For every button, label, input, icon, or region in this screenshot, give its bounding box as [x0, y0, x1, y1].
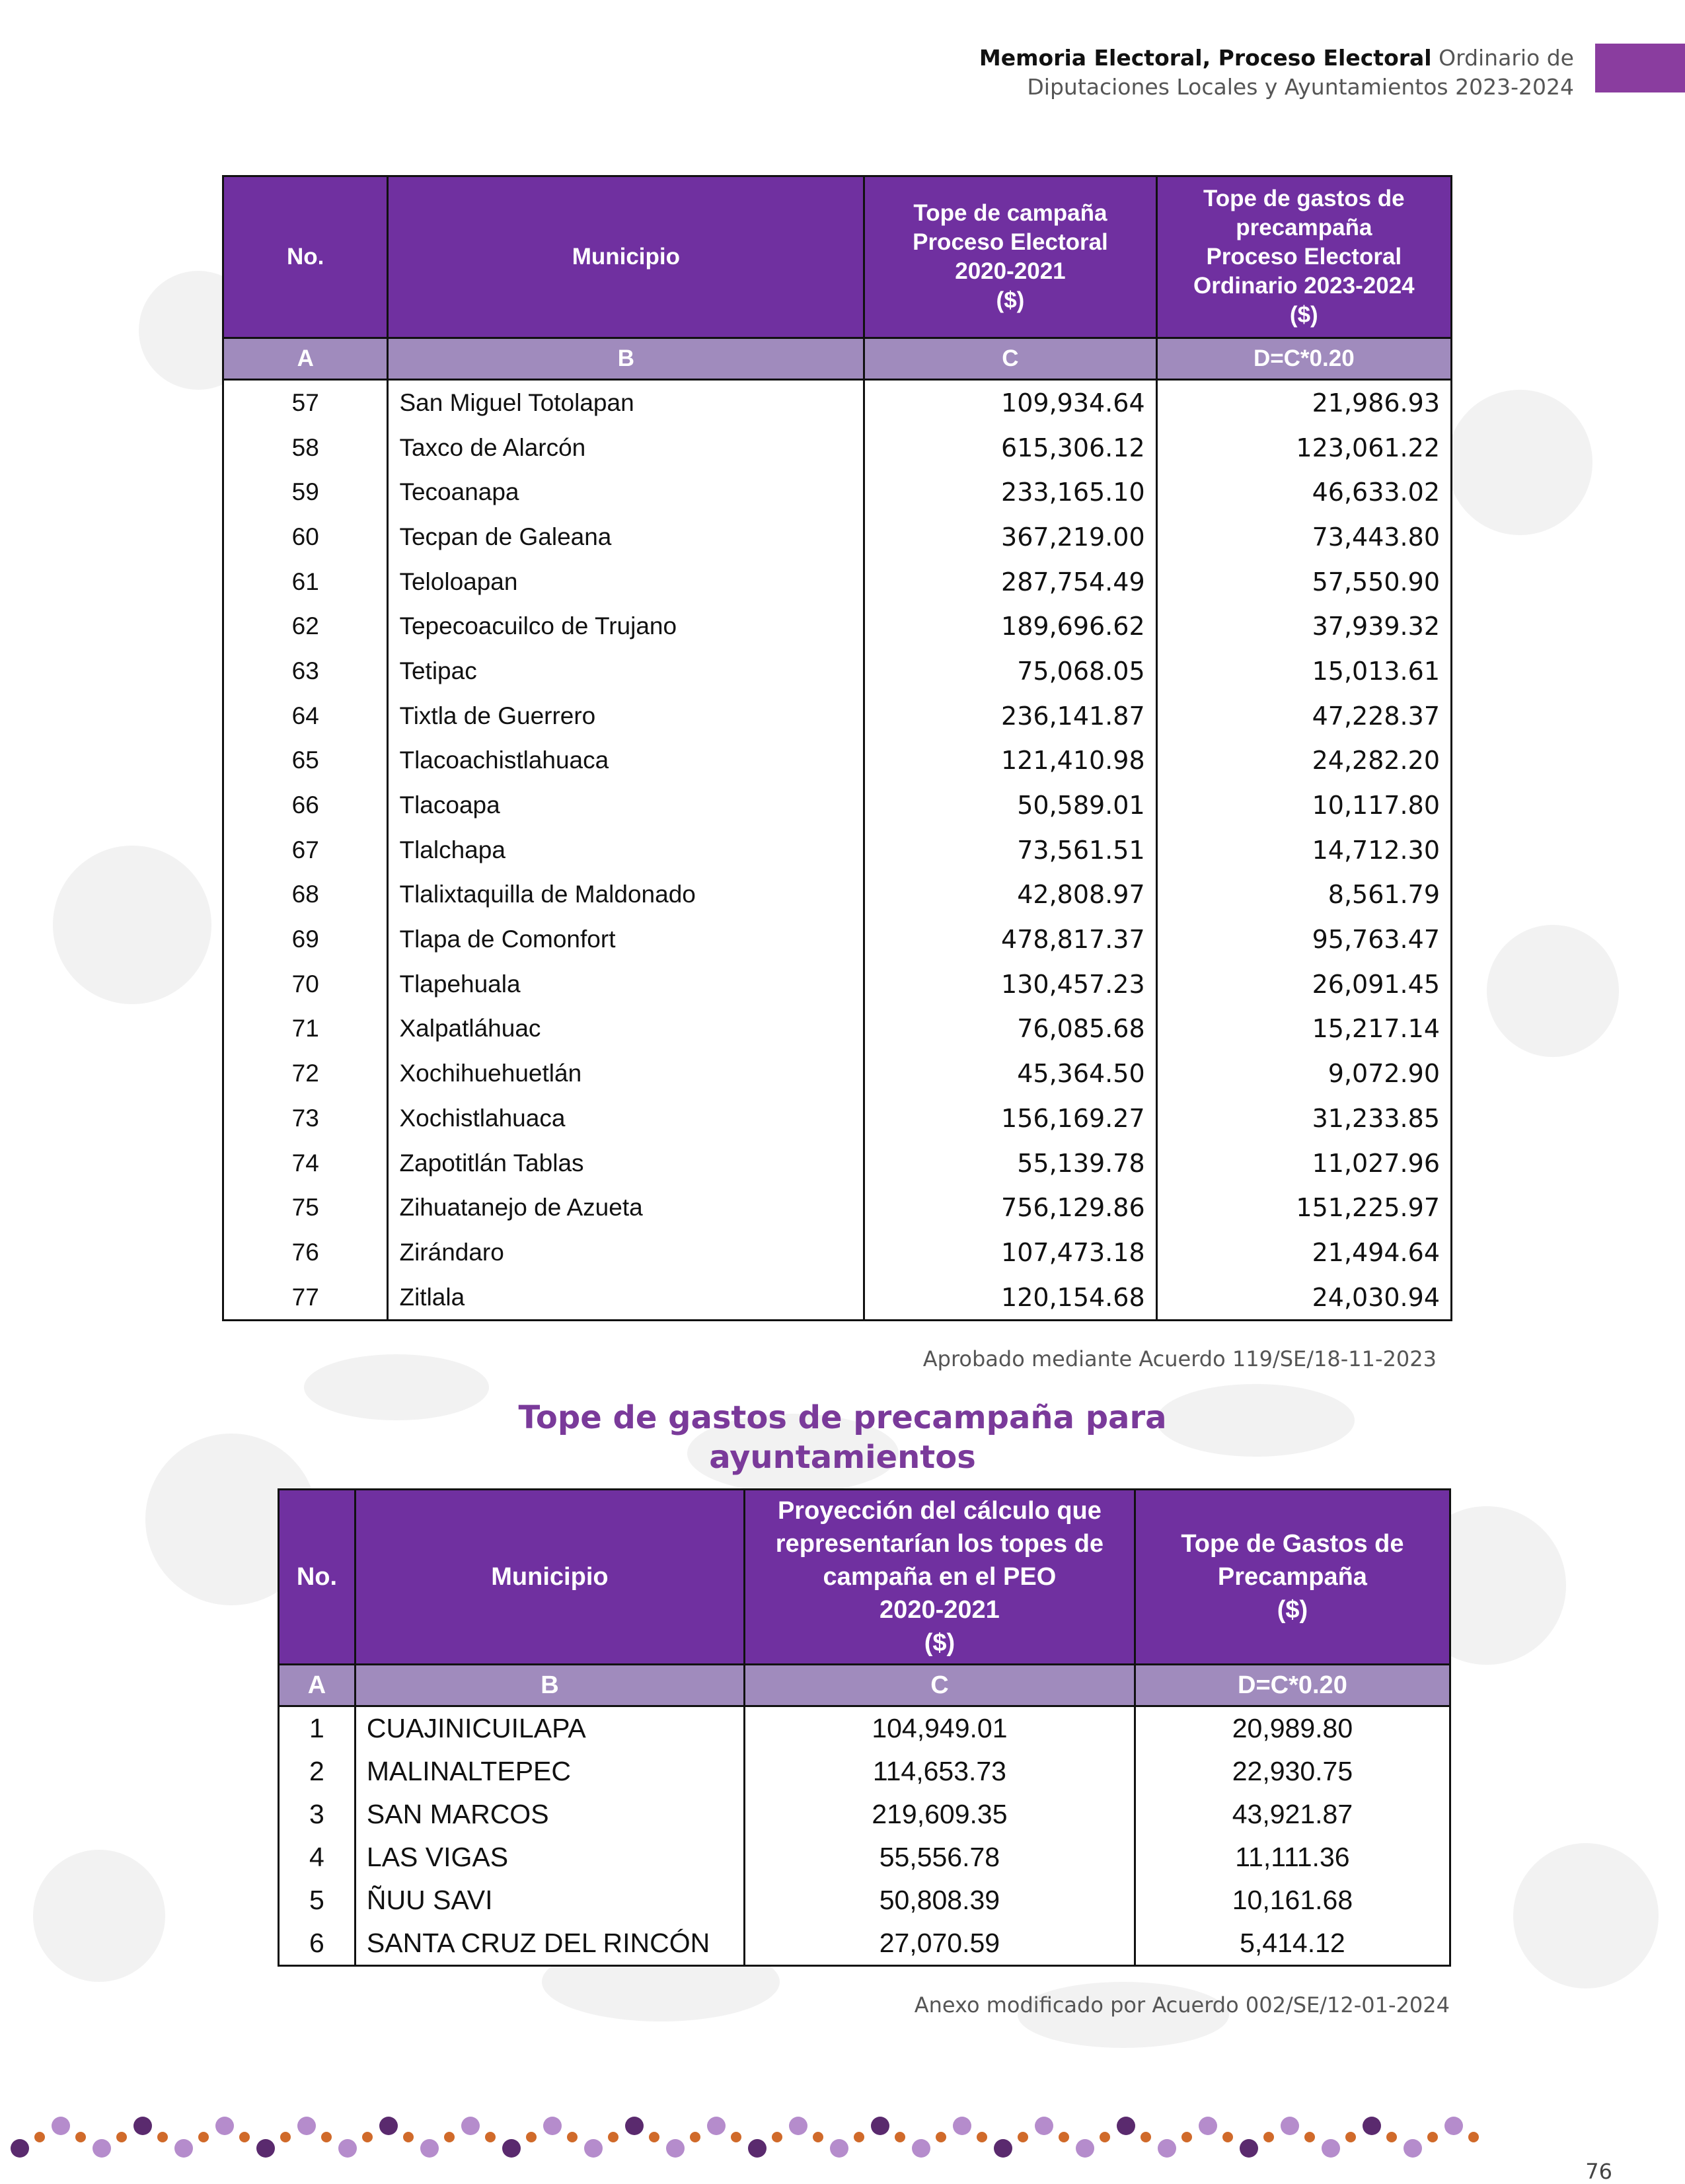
embroidery-flower-motif	[215, 2117, 234, 2135]
embroidery-dot-motif	[485, 2132, 496, 2142]
embroidery-dot-motif	[75, 2132, 86, 2142]
cell-no: 1	[279, 1706, 356, 1751]
embroidery-dot-motif	[280, 2132, 291, 2142]
cell-value-d: 31,233.85	[1156, 1096, 1451, 1141]
table-header-row	[223, 176, 1452, 338]
cell-no: 6	[279, 1922, 356, 1966]
cell-municipio: Tlalixtaquilla de Maldonado	[388, 873, 864, 918]
embroidery-flower-motif	[1322, 2139, 1340, 2158]
column-header-municipio: Municipio	[388, 176, 864, 338]
cell-value-c: 615,306.12	[864, 425, 1156, 470]
embroidery-dot-motif	[977, 2132, 987, 2142]
cell-municipio: Tecpan de Galeana	[388, 515, 864, 560]
cell-municipio: Tlacoapa	[388, 783, 864, 828]
embroidery-flower-motif	[871, 2117, 889, 2135]
embroidery-flower-motif	[1117, 2117, 1135, 2135]
cell-value-d: 26,091.45	[1156, 962, 1451, 1007]
cell-municipio: SAN MARCOS	[355, 1793, 744, 1836]
cell-no: 69	[223, 917, 388, 962]
cell-value-c: 45,364.50	[864, 1051, 1156, 1096]
cell-value-c: 756,129.86	[864, 1185, 1156, 1230]
embroidery-flower-motif	[1281, 2117, 1299, 2135]
embroidery-flower-motif	[543, 2117, 562, 2135]
cell-value-c: 114,653.73	[744, 1750, 1135, 1793]
cell-value-d: 20,989.80	[1135, 1706, 1450, 1751]
cell-value-d: 73,443.80	[1156, 515, 1451, 560]
embroidery-flower-motif	[1240, 2139, 1258, 2158]
embroidery-flower-motif	[584, 2139, 603, 2158]
cell-value-c: 55,556.78	[744, 1836, 1135, 1879]
cell-no: 66	[223, 783, 388, 828]
embroidery-dot-motif	[1222, 2132, 1233, 2142]
cell-municipio: Zitlala	[388, 1275, 864, 1321]
cell-value-c: 156,169.27	[864, 1096, 1156, 1141]
cell-value-d: 57,550.90	[1156, 560, 1451, 604]
cell-value-d: 21,494.64	[1156, 1230, 1451, 1275]
page-header	[979, 44, 1574, 102]
cell-no: 2	[279, 1750, 356, 1793]
table-row	[223, 917, 1452, 962]
embroidery-dot-motif	[1181, 2132, 1192, 2142]
embroidery-dot-motif	[1018, 2132, 1028, 2142]
cell-municipio: Tepecoacuilco de Trujano	[388, 604, 864, 649]
cell-no: 67	[223, 828, 388, 873]
cell-value-c: 120,154.68	[864, 1275, 1156, 1321]
cell-value-c: 130,457.23	[864, 962, 1156, 1007]
cell-value-c: 27,070.59	[744, 1922, 1135, 1966]
cell-municipio: Tlapa de Comonfort	[388, 917, 864, 962]
embroidery-dot-motif	[895, 2132, 905, 2142]
embroidery-dot-motif	[1263, 2132, 1274, 2142]
cell-municipio: MALINALTEPEC	[355, 1750, 744, 1793]
table-row	[223, 560, 1452, 604]
table-row	[223, 694, 1452, 739]
embroidery-dot-motif	[690, 2132, 700, 2142]
embroidery-dot-motif	[1345, 2132, 1356, 2142]
header-subtitle: Diputaciones Locales y Ayuntamientos 2023-2024	[1027, 74, 1574, 100]
cell-value-c: 76,085.68	[864, 1007, 1156, 1052]
embroidery-dot-motif	[526, 2132, 537, 2142]
embroidery-dot-motif	[1386, 2132, 1397, 2142]
embroidery-flower-motif	[666, 2139, 685, 2158]
table-row	[223, 739, 1452, 783]
embroidery-dot-motif	[813, 2132, 823, 2142]
cell-value-c: 73,561.51	[864, 828, 1156, 873]
cell-value-c: 236,141.87	[864, 694, 1156, 739]
embroidery-flower-motif	[297, 2117, 316, 2135]
cell-no: 64	[223, 694, 388, 739]
cell-value-c: 367,219.00	[864, 515, 1156, 560]
cell-municipio: Tecoanapa	[388, 470, 864, 515]
embroidery-flower-motif	[93, 2139, 111, 2158]
column-letter: A	[279, 1665, 356, 1706]
section-title: Tope de gastos de precampaña para ayuntamientos	[518, 1399, 1167, 1476]
embroidery-dot-motif	[321, 2132, 332, 2142]
annex-note: Anexo modificado por Acuerdo 002/SE/12-01-2024	[914, 1992, 1450, 2018]
table-row	[279, 1793, 1450, 1836]
cell-value-d: 123,061.22	[1156, 425, 1451, 470]
embroidery-dot-motif	[567, 2132, 578, 2142]
embroidery-flower-motif	[994, 2139, 1012, 2158]
table-row	[223, 1096, 1452, 1141]
cell-municipio: Zihuatanejo de Azueta	[388, 1185, 864, 1230]
embroidery-dot-motif	[1468, 2132, 1479, 2142]
table-row	[223, 515, 1452, 560]
table-row	[223, 1051, 1452, 1096]
cell-value-d: 15,013.61	[1156, 649, 1451, 694]
cell-no: 73	[223, 1096, 388, 1141]
cell-municipio: Xochihuehuetlán	[388, 1051, 864, 1096]
cell-no: 57	[223, 380, 388, 425]
column-header-proyeccion: Proyección del cálculo que representarían los topes de campaña en el PEO 2020-2021 ($)	[744, 1490, 1135, 1665]
embroidery-flower-motif	[133, 2117, 152, 2135]
cell-no: 71	[223, 1007, 388, 1052]
embroidery-flower-motif	[420, 2139, 439, 2158]
embroidery-flower-motif	[953, 2117, 971, 2135]
embroidery-flower-motif	[174, 2139, 193, 2158]
cell-no: 65	[223, 739, 388, 783]
table-row	[223, 604, 1452, 649]
cell-value-c: 219,609.35	[744, 1793, 1135, 1836]
cell-no: 74	[223, 1141, 388, 1186]
embroidery-flower-motif	[52, 2117, 70, 2135]
cell-no: 4	[279, 1836, 356, 1879]
table-row	[223, 425, 1452, 470]
cell-no: 61	[223, 560, 388, 604]
cell-no: 3	[279, 1793, 356, 1836]
embroidery-dot-motif	[444, 2132, 455, 2142]
column-header-tope-precampana: Tope de gastos de precampaña Proceso Electoral Ordinario 2023-2024 ($)	[1156, 176, 1451, 338]
embroidery-flower-motif	[625, 2117, 644, 2135]
embroidery-dot-motif	[854, 2132, 864, 2142]
cell-no: 72	[223, 1051, 388, 1096]
embroidery-flower-motif	[379, 2117, 398, 2135]
table-row	[223, 962, 1452, 1007]
cell-value-c: 104,949.01	[744, 1706, 1135, 1751]
cell-value-d: 5,414.12	[1135, 1922, 1450, 1966]
table-header-row	[279, 1490, 1450, 1665]
approval-note: Aprobado mediante Acuerdo 119/SE/18-11-2023	[922, 1346, 1437, 1371]
cell-value-c: 189,696.62	[864, 604, 1156, 649]
cell-value-d: 11,111.36	[1135, 1836, 1450, 1879]
column-header-tope-campana: Tope de campaña Proceso Electoral 2020-2021 ($)	[864, 176, 1156, 338]
cell-value-c: 75,068.05	[864, 649, 1156, 694]
cell-value-d: 47,228.37	[1156, 694, 1451, 739]
cell-no: 70	[223, 962, 388, 1007]
embroidery-dot-motif	[1059, 2132, 1069, 2142]
cell-no: 63	[223, 649, 388, 694]
column-letter-row	[223, 338, 1452, 380]
cell-municipio: ÑUU SAVI	[355, 1879, 744, 1922]
embroidery-flower-motif	[338, 2139, 357, 2158]
cell-municipio: LAS VIGAS	[355, 1836, 744, 1879]
column-letter: C	[864, 338, 1156, 380]
embroidery-dot-motif	[1100, 2132, 1110, 2142]
table-row	[223, 1141, 1452, 1186]
precampaign-expense-table	[278, 1488, 1451, 1967]
embroidery-dot-motif	[157, 2132, 168, 2142]
table-row	[223, 1185, 1452, 1230]
cell-value-d: 24,282.20	[1156, 739, 1451, 783]
table-row	[223, 470, 1452, 515]
embroidery-flower-motif	[1363, 2117, 1381, 2135]
embroidery-flower-motif	[1444, 2117, 1463, 2135]
cell-municipio: Tlapehuala	[388, 962, 864, 1007]
cell-value-d: 37,939.32	[1156, 604, 1451, 649]
embroidery-dot-motif	[239, 2132, 250, 2142]
cell-value-c: 121,410.98	[864, 739, 1156, 783]
cell-municipio: Tetipac	[388, 649, 864, 694]
column-letter: A	[223, 338, 388, 380]
cell-municipio: Taxco de Alarcón	[388, 425, 864, 470]
campaign-expense-table	[222, 175, 1452, 1321]
table-row	[279, 1836, 1450, 1879]
cell-value-d: 14,712.30	[1156, 828, 1451, 873]
cell-no: 68	[223, 873, 388, 918]
embroidery-dot-motif	[608, 2132, 618, 2142]
cell-value-d: 95,763.47	[1156, 917, 1451, 962]
column-letter: D=C*0.20	[1135, 1665, 1450, 1706]
table-row	[279, 1879, 1450, 1922]
column-letter: B	[355, 1665, 744, 1706]
cell-value-c: 287,754.49	[864, 560, 1156, 604]
cell-value-c: 107,473.18	[864, 1230, 1156, 1275]
cell-municipio: Tixtla de Guerrero	[388, 694, 864, 739]
cell-value-d: 11,027.96	[1156, 1141, 1451, 1186]
table-row	[223, 380, 1452, 425]
cell-value-c: 233,165.10	[864, 470, 1156, 515]
column-header-tope-precampana: Tope de Gastos de Precampaña ($)	[1135, 1490, 1450, 1665]
embroidery-flower-motif	[912, 2139, 930, 2158]
cell-value-d: 10,117.80	[1156, 783, 1451, 828]
column-letter: B	[388, 338, 864, 380]
column-header-municipio: Municipio	[355, 1490, 744, 1665]
embroidery-flower-motif	[11, 2139, 29, 2158]
cell-value-d: 43,921.87	[1135, 1793, 1450, 1836]
cell-value-c: 478,817.37	[864, 917, 1156, 962]
embroidery-flower-motif	[1076, 2139, 1094, 2158]
cell-municipio: CUAJINICUILAPA	[355, 1706, 744, 1751]
embroidery-flower-motif	[1199, 2117, 1217, 2135]
header-tab-decoration	[1595, 44, 1685, 92]
table-row	[279, 1706, 1450, 1751]
cell-no: 59	[223, 470, 388, 515]
embroidery-dot-motif	[1141, 2132, 1151, 2142]
cell-value-c: 50,589.01	[864, 783, 1156, 828]
embroidery-dot-motif	[198, 2132, 209, 2142]
cell-value-d: 22,930.75	[1135, 1750, 1450, 1793]
embroidery-flower-motif	[461, 2117, 480, 2135]
table-row	[223, 783, 1452, 828]
column-letter: D=C*0.20	[1156, 338, 1451, 380]
embroidery-flower-motif	[1158, 2139, 1176, 2158]
column-header-no: No.	[223, 176, 388, 338]
cell-value-d: 10,161.68	[1135, 1879, 1450, 1922]
table-row	[279, 1750, 1450, 1793]
embroidery-flower-motif	[748, 2139, 767, 2158]
cell-value-d: 21,986.93	[1156, 380, 1451, 425]
cell-municipio: San Miguel Totolapan	[388, 380, 864, 425]
decorative-embroidery-border	[0, 2107, 1500, 2167]
column-letter-row	[279, 1665, 1450, 1706]
cell-no: 58	[223, 425, 388, 470]
embroidery-flower-motif	[1035, 2117, 1053, 2135]
cell-municipio: Zirándaro	[388, 1230, 864, 1275]
column-header-no: No.	[279, 1490, 356, 1665]
header-title-light: Ordinario de	[1439, 45, 1574, 71]
page-number: 76	[1585, 2159, 1612, 2184]
embroidery-dot-motif	[116, 2132, 127, 2142]
embroidery-dot-motif	[1427, 2132, 1438, 2142]
cell-municipio: SANTA CRUZ DEL RINCÓN	[355, 1922, 744, 1966]
embroidery-dot-motif	[936, 2132, 946, 2142]
embroidery-dot-motif	[1304, 2132, 1315, 2142]
column-letter: C	[744, 1665, 1135, 1706]
table-row	[223, 873, 1452, 918]
cell-municipio: Teloloapan	[388, 560, 864, 604]
cell-municipio: Tlalchapa	[388, 828, 864, 873]
cell-value-c: 42,808.97	[864, 873, 1156, 918]
embroidery-dot-motif	[649, 2132, 659, 2142]
cell-value-c: 50,808.39	[744, 1879, 1135, 1922]
embroidery-flower-motif	[830, 2139, 848, 2158]
table-row	[223, 1230, 1452, 1275]
cell-no: 76	[223, 1230, 388, 1275]
cell-value-d: 9,072.90	[1156, 1051, 1451, 1096]
cell-municipio: Tlacoachistlahuaca	[388, 739, 864, 783]
cell-no: 5	[279, 1879, 356, 1922]
embroidery-flower-motif	[1404, 2139, 1422, 2158]
cell-value-d: 15,217.14	[1156, 1007, 1451, 1052]
cell-no: 75	[223, 1185, 388, 1230]
header-title-bold: Memoria Electoral, Proceso Electoral	[979, 45, 1432, 71]
embroidery-dot-motif	[403, 2132, 414, 2142]
embroidery-flower-motif	[256, 2139, 275, 2158]
embroidery-flower-motif	[707, 2117, 726, 2135]
table-row	[279, 1922, 1450, 1966]
cell-municipio: Xalpatláhuac	[388, 1007, 864, 1052]
cell-value-d: 46,633.02	[1156, 470, 1451, 515]
embroidery-dot-motif	[362, 2132, 373, 2142]
cell-no: 60	[223, 515, 388, 560]
cell-value-d: 24,030.94	[1156, 1275, 1451, 1321]
cell-no: 77	[223, 1275, 388, 1321]
embroidery-flower-motif	[789, 2117, 807, 2135]
embroidery-dot-motif	[34, 2132, 45, 2142]
embroidery-flower-motif	[502, 2139, 521, 2158]
embroidery-dot-motif	[731, 2132, 741, 2142]
cell-value-d: 151,225.97	[1156, 1185, 1451, 1230]
table-row	[223, 1275, 1452, 1321]
embroidery-dot-motif	[772, 2132, 782, 2142]
table-row	[223, 828, 1452, 873]
table-row	[223, 649, 1452, 694]
cell-value-c: 109,934.64	[864, 380, 1156, 425]
table-row	[223, 1007, 1452, 1052]
cell-municipio: Xochistlahuaca	[388, 1096, 864, 1141]
cell-value-c: 55,139.78	[864, 1141, 1156, 1186]
cell-value-d: 8,561.79	[1156, 873, 1451, 918]
cell-no: 62	[223, 604, 388, 649]
cell-municipio: Zapotitlán Tablas	[388, 1141, 864, 1186]
